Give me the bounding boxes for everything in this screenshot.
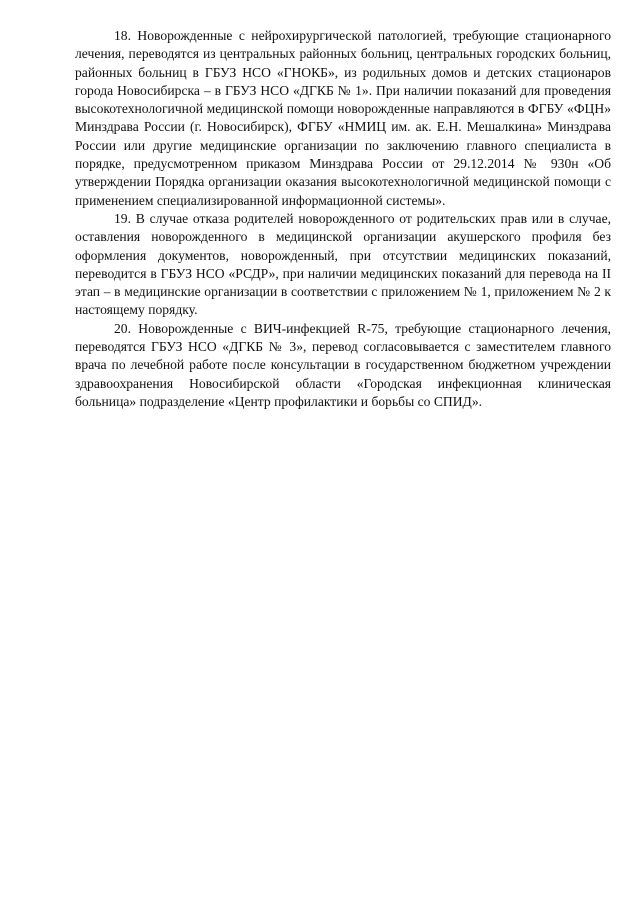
document-page — [75, 27, 611, 411]
paragraph-18: 18. Новорожденные с нейрохирургической патологией, требующие стационарного лечения, переводятся из центральных районных больниц, центральных городских больниц, районных больниц в ГБУЗ НСО «ГНОКБ», из родильных домов и детских стационаров города Новосибирска – в ГБУЗ НСО «ДГКБ № 1». При наличии показаний для проведения высокотехнологичной медицинской помощи новорожденные направляются в ФГБУ «ФЦН» Минздрава России (г. Новосибирск), ФГБУ «НМИЦ им. ак. Е.Н. Мешалкина» Минздрава России или другие медицинские организации по заключению главного специалиста в порядке, предусмотренном приказом Минздрава России от 29.12.2014 № 930н «Об утверждении Порядка организации оказания высокотехнологичной медицинской помощи с применением специализированной информационной системы». — [75, 28, 611, 208]
paragraph-20: 20. Новорожденные с ВИЧ-инфекцией R-75, требующие стационарного лечения, переводятся ГБУЗ НСО «ДГКБ № 3», перевод согласовывается с заместителем главного врача по лечебной работе после консультации в государственном бюджетном учреждении здравоохранения Новосибирской области «Городская инфекционная клиническая больница» подразделение «Центр профилактики и борьбы со СПИД». — [75, 320, 611, 409]
paragraph-19: 19. В случае отказа родителей новорожденного от родительских прав или в случае, оставления новорожденного в медицинской организации акушерского профиля без оформления документов, новорожденный, при отсутствии медицинских показаний, переводится в ГБУЗ НСО «РСДР», при наличии медицинских показаний для перевода на II этап – в медицинские организации в соответствии с приложением № 1, приложением № 2 к настоящему порядку. — [75, 210, 611, 318]
